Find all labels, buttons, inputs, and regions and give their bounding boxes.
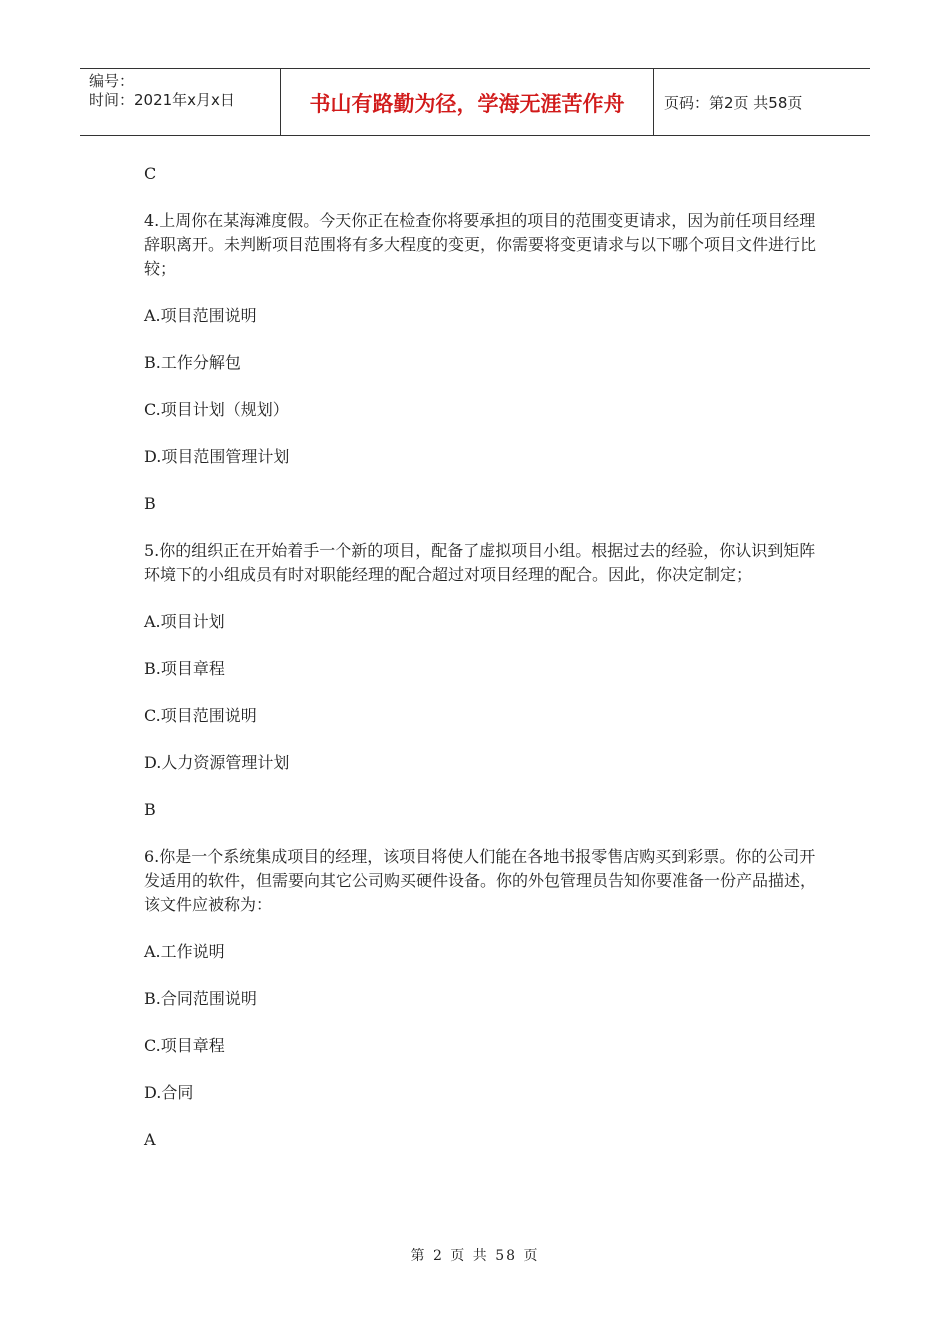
header-page-cell [654, 69, 870, 135]
question-content [144, 162, 816, 1175]
option-line: A.项目范围说明 [144, 306, 257, 325]
option-line: C.项目章程 [144, 1036, 225, 1055]
option-line: A.项目计划 [144, 612, 225, 631]
option-line: D.合同 [144, 1083, 194, 1102]
header-info-cell [80, 69, 281, 135]
answer-line: B [144, 494, 156, 513]
answer-line: A [144, 1130, 156, 1149]
answer-line: C [144, 164, 157, 183]
option-line: B.工作分解包 [144, 353, 241, 372]
page-footer: 第 2 页 共 58 页 [410, 1248, 540, 1264]
option-line: C.项目范围说明 [144, 706, 257, 725]
document-header [80, 68, 870, 136]
option-line: A.工作说明 [144, 942, 225, 961]
question-text: 6.你是一个系统集成项目的经理，该项目将使人们能在各地书报零售店购买到彩票。你的公司开发适用的软件，但需要向其它公司购买硬件设备。你的外包管理员告知你要准备一份产品描述，该文件应被称为： [144, 847, 817, 914]
option-line: C.项目计划（规划） [144, 400, 289, 419]
option-line: D.项目范围管理计划 [144, 447, 290, 466]
header-page-number: 页码：第2页 共58页 [664, 94, 803, 112]
motto-text: 书山有路勤为径，学海无涯苦作舟 [309, 92, 625, 116]
number-label: 编号： [89, 72, 135, 90]
option-line: B.项目章程 [144, 659, 225, 678]
answer-line: B [144, 800, 156, 819]
question-text: 5.你的组织正在开始着手一个新的项目，配备了虚拟项目小组。根据过去的经验，你认识到矩阵环境下的小组成员有时对职能经理的配合超过对项目经理的配合。因此，你决定制定； [144, 541, 816, 584]
time-label: 时间：2021年x月x日 [89, 91, 235, 109]
question-text: 4.上周你在某海滩度假。今天你正在检查你将要承担的项目的范围变更请求，因为前任项目经理辞职离开。未判断项目范围将有多大程度的变更，你需要将变更请求与以下哪个项目文件进行比较； [144, 211, 817, 278]
header-motto-cell [281, 69, 654, 135]
option-line: B.合同范围说明 [144, 989, 257, 1008]
option-line: D.人力资源管理计划 [144, 753, 290, 772]
